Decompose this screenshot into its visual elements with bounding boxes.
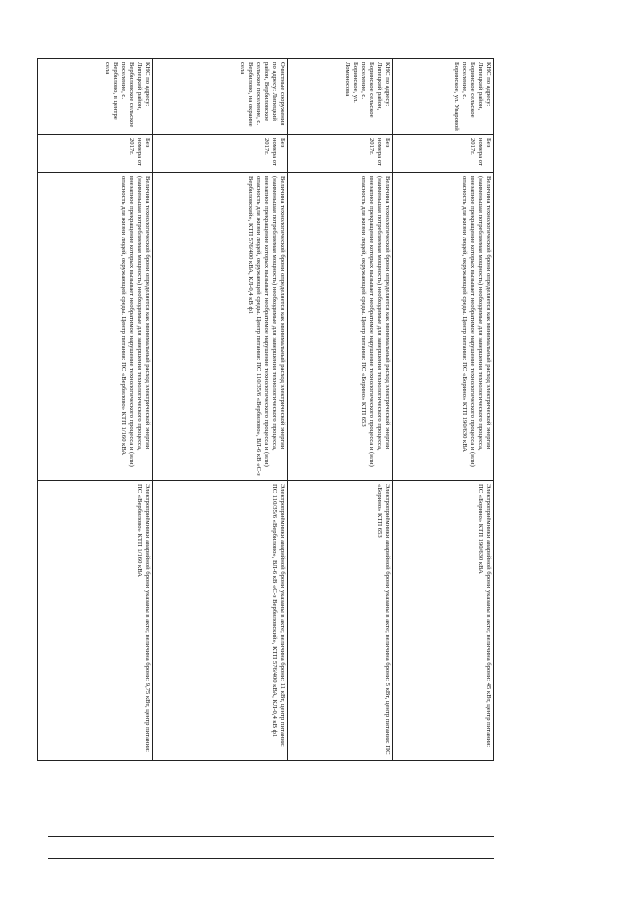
number-cell: Без номера от 2017г. [288,135,393,173]
rotated-table-container [48,58,494,760]
object-cell: КНС по адресу: Липецкий район, Вербиловское сельское поселение, с. Вербилово, в центре села [38,59,153,135]
object-cell: КНС по адресу: Липецкий район, Боринское сельское поселение, с. Боринское, ул. Уваровой [393,59,494,135]
tech-reserve-cell: Величина технологической брони определяется как минимальный расход электрической энергии (наименьшая потребляемая мощность) необходимые для завершения технологического процесса, внезапное прекращение которых вызывает необратимое нарушение технологического процесса и (или) опасность для жизни людей, окружающей среды. Центр питания: ПС «Вербилово» КТП 1/160 кВА [38,173,153,481]
tech-reserve-cell: Величина технологической брони определяется как минимальный расход электрической энергии (наименьшая потребляемая мощность) необходимые для завершения технологического процесса, внезапное прекращение которых вызывает необратимое нарушение технологического процесса и (или) опасность для жизни людей, окружающей среды. Центр питания: ПС 110/35/6 «Вербилово», ВЛ-6 кВ «С-з Вербиловский», КТП 576/400 кВА, КЛ-0,4 кВ ф1 [153,173,288,481]
reservation-table [37,58,494,761]
object-cell: КНС по адресу: Липецкий район, Боринское сельское поселение, с. Боринское, ул. Ломоносова [288,59,393,135]
emergency-reserve-cell: Электроприёмники аварийной брони указаны в акте; величина брони: 9,75 кВт, центр питания: ПС «Вербилово» КТП 1/160 кВА [38,481,153,761]
table-row [393,59,494,761]
table-row [38,59,153,761]
table-rule [48,836,494,837]
emergency-reserve-cell: Электроприёмники аварийной брони указаны в акте; величина брони: 5 кВт, центр питания: ПС «Борино» КТП 653 [288,481,393,761]
table-row [288,59,393,761]
number-cell: Без номера от 2017г. [393,135,494,173]
tech-reserve-cell: Величина технологической брони определяется как минимальный расход электрической энергии (наименьшая потребляемая мощность) необходимые для завершения технологического процесса, внезапное прекращение которых вызывает необратимое нарушение технологического процесса и (или) опасность для жизни людей, окружающей среды. Центр питания: ПС «Борино» КТП 190/630 кВА [393,173,494,481]
number-cell: Без номера от 2017г. [38,135,153,173]
table-row [153,59,288,761]
emergency-reserve-cell: Электроприёмники аварийной брони указаны в акте; величина брони: 45 кВт, центр питания: ПС «Борино» КТП 190/630 кВА [393,481,494,761]
rotated-table-area [48,58,494,760]
number-cell: Без номера от 2017г. [153,135,288,173]
table-rule [48,858,494,859]
table-rule [48,760,494,761]
emergency-reserve-cell: Электроприёмники аварийной брони указаны в акте; величина брони: 11 кВт, центр питания: ПС 110/35/6 «Вербилово», ВЛ-6 кВ «С-з Вербиловский», КТП 576/400 кВА, КЛ-0,4 кВ ф1 [153,481,288,761]
object-cell: Очистные сооружения по адресу: Липецкий район, Вербиловское сельское поселение, с. Вербилово, на окраине села [153,59,288,135]
tech-reserve-cell: Величина технологической брони определяется как минимальный расход электрической энергии (наименьшая потребляемая мощность) необходимые для завершения технологического процесса, внезапное прекращение которых вызывает необратимое нарушение технологического процесса и (или) опасность для жизни людей, окружающей среды. Центр питания: ПС «Борино» КТП 653 [288,173,393,481]
